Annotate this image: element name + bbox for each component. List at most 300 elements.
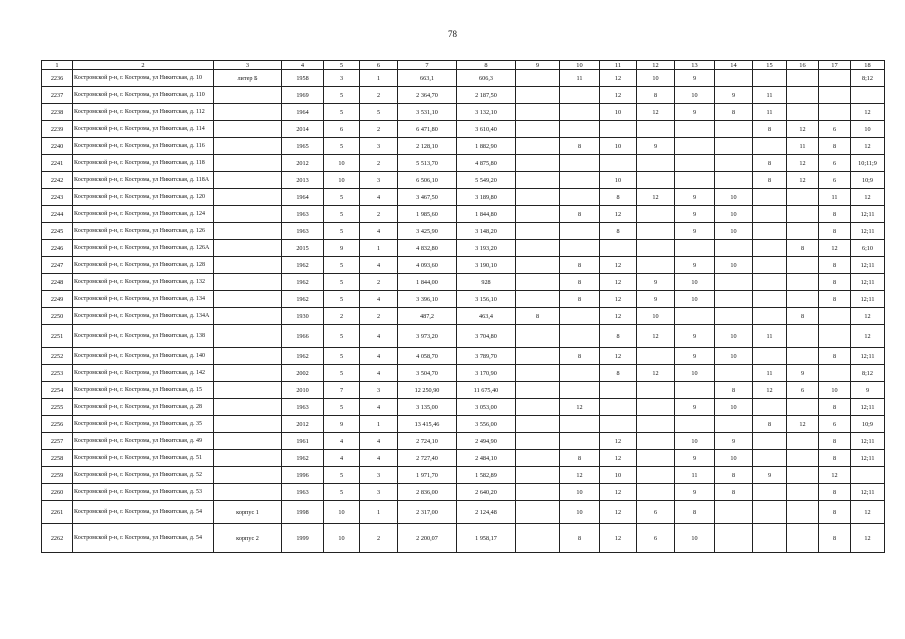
table-cell: 8 <box>787 240 819 257</box>
table-cell: 6 <box>819 416 851 433</box>
table-cell <box>516 325 560 348</box>
table-cell: 2 364,70 <box>398 87 457 104</box>
table-cell: 5 <box>324 87 360 104</box>
table-row <box>42 223 885 240</box>
table-cell <box>753 450 787 467</box>
table-cell <box>787 70 819 87</box>
table-cell: 2 <box>360 155 398 172</box>
table-row <box>42 501 885 524</box>
table-cell <box>637 172 675 189</box>
table-cell <box>787 104 819 121</box>
table-cell: 8 <box>753 172 787 189</box>
table-cell <box>516 206 560 223</box>
row-number-cell: 2239 <box>42 121 73 138</box>
table-cell <box>560 172 600 189</box>
row-number-cell: 2250 <box>42 308 73 325</box>
table-cell: 4 <box>360 433 398 450</box>
address-cell: Костромской р-н, г. Кострома, ул Никитская, д. 118 <box>73 155 214 172</box>
table-cell: 9 <box>787 365 819 382</box>
table-cell: 10;9 <box>851 172 885 189</box>
column-header: 7 <box>398 61 457 70</box>
table-cell <box>753 399 787 416</box>
table-cell: 1962 <box>282 450 324 467</box>
table-cell <box>214 416 282 433</box>
table-cell <box>560 365 600 382</box>
table-cell <box>819 70 851 87</box>
table-cell: 5 <box>324 291 360 308</box>
table-cell <box>214 325 282 348</box>
table-cell: 12 <box>637 104 675 121</box>
table-cell: 9 <box>715 87 753 104</box>
table-cell: 9 <box>675 206 715 223</box>
table-cell <box>787 257 819 274</box>
table-cell: 1958 <box>282 70 324 87</box>
table-cell: 2 727,40 <box>398 450 457 467</box>
table-cell: 9 <box>715 433 753 450</box>
column-header: 18 <box>851 61 885 70</box>
table-cell: 8 <box>560 348 600 365</box>
address-cell: Костромской р-н, г. Кострома, ул Никитская, д. 134 <box>73 291 214 308</box>
table-cell <box>787 433 819 450</box>
table-cell: 11 <box>753 365 787 382</box>
table-cell: 8 <box>560 257 600 274</box>
table-cell: 8 <box>600 223 637 240</box>
address-cell: Костромской р-н, г. Кострома, ул Никитская, д. 112 <box>73 104 214 121</box>
table-cell <box>600 382 637 399</box>
column-header: 9 <box>516 61 560 70</box>
table-cell: 3 156,10 <box>457 291 516 308</box>
table-cell <box>560 189 600 206</box>
address-cell: Костромской р-н, г. Кострома, ул Никитская, д. 110 <box>73 87 214 104</box>
table-cell <box>753 433 787 450</box>
table-cell: 1961 <box>282 433 324 450</box>
column-header: 17 <box>819 61 851 70</box>
table-cell: 5 <box>324 104 360 121</box>
table-cell: 12 <box>600 257 637 274</box>
table-cell: 12 <box>560 467 600 484</box>
table-cell: 1962 <box>282 257 324 274</box>
table-cell: 1 971,70 <box>398 467 457 484</box>
table-cell <box>753 223 787 240</box>
table-cell: корпус 2 <box>214 524 282 553</box>
header-row <box>42 61 885 70</box>
table-cell <box>753 240 787 257</box>
table-cell <box>637 433 675 450</box>
table-cell: 1966 <box>282 325 324 348</box>
row-number-cell: 2244 <box>42 206 73 223</box>
address-cell: Костромской р-н, г. Кострома, ул Никитская, д. 134А <box>73 308 214 325</box>
table-cell: 8 <box>819 501 851 524</box>
address-cell: Костромской р-н, г. Кострома, ул Никитская, д. 54 <box>73 501 214 524</box>
table-cell: 3 704,80 <box>457 325 516 348</box>
table-cell: 487,2 <box>398 308 457 325</box>
table-cell: 1963 <box>282 399 324 416</box>
table-row <box>42 325 885 348</box>
table-cell <box>516 189 560 206</box>
table-cell <box>637 240 675 257</box>
table-cell: литер Б <box>214 70 282 87</box>
table-cell <box>637 450 675 467</box>
table-cell <box>560 382 600 399</box>
address-cell: Костромской р-н, г. Кострома, ул Никитская, д. 114 <box>73 121 214 138</box>
table-cell: 1964 <box>282 189 324 206</box>
table-row <box>42 433 885 450</box>
table-cell: 3 973,20 <box>398 325 457 348</box>
table-cell <box>715 308 753 325</box>
table-row <box>42 365 885 382</box>
table-cell: 8 <box>600 325 637 348</box>
table-cell: 1962 <box>282 274 324 291</box>
table-cell <box>819 365 851 382</box>
table-cell: 10 <box>819 382 851 399</box>
table-cell <box>787 189 819 206</box>
table-cell: 2 128,10 <box>398 138 457 155</box>
row-number-cell: 2256 <box>42 416 73 433</box>
table-cell: 6;10 <box>851 240 885 257</box>
table-cell: 2 <box>360 308 398 325</box>
table-cell <box>675 308 715 325</box>
table-row <box>42 172 885 189</box>
address-cell: Костромской р-н, г. Кострома, ул Никитская, д. 138 <box>73 325 214 348</box>
table-cell: 2 <box>360 87 398 104</box>
table-cell <box>560 104 600 121</box>
table-cell: 4 <box>324 433 360 450</box>
table-cell: 2012 <box>282 416 324 433</box>
table-cell: 10 <box>324 155 360 172</box>
column-header: 15 <box>753 61 787 70</box>
table-cell <box>214 433 282 450</box>
table-cell: 8 <box>715 467 753 484</box>
table-cell: 10 <box>715 325 753 348</box>
table-cell: 12 <box>787 416 819 433</box>
row-number-cell: 2243 <box>42 189 73 206</box>
row-number-cell: 2249 <box>42 291 73 308</box>
row-number-cell: 2240 <box>42 138 73 155</box>
table-cell: 6 <box>819 121 851 138</box>
table-cell: 12 <box>600 524 637 553</box>
table-cell: 12 <box>600 433 637 450</box>
table-cell: 5 513,70 <box>398 155 457 172</box>
table-cell: 4 093,60 <box>398 257 457 274</box>
table-cell: 9 <box>637 274 675 291</box>
table-cell: 663,1 <box>398 70 457 87</box>
table-cell <box>715 172 753 189</box>
table-cell: 928 <box>457 274 516 291</box>
table-cell: 12 <box>851 308 885 325</box>
table-cell: 12 <box>600 308 637 325</box>
table-cell <box>214 121 282 138</box>
row-number-cell: 2238 <box>42 104 73 121</box>
table-cell: 11 <box>753 325 787 348</box>
address-cell: Костромской р-н, г. Кострома, ул Никитская, д. 124 <box>73 206 214 223</box>
table-cell: 8 <box>819 274 851 291</box>
table-cell: 2002 <box>282 365 324 382</box>
table-cell: 4 <box>324 450 360 467</box>
table-cell: 10 <box>600 172 637 189</box>
table-cell: 8 <box>753 155 787 172</box>
table-cell <box>715 365 753 382</box>
table-cell <box>715 416 753 433</box>
table-cell: 12;11 <box>851 450 885 467</box>
table-cell <box>753 274 787 291</box>
table-cell <box>787 87 819 104</box>
table-cell: 2 187,50 <box>457 87 516 104</box>
table-cell: 1 844,80 <box>457 206 516 223</box>
table-cell: 1964 <box>282 104 324 121</box>
table-cell <box>516 87 560 104</box>
table-cell: 5 <box>324 257 360 274</box>
table-cell <box>214 291 282 308</box>
table-cell <box>560 416 600 433</box>
table-cell: 6 <box>324 121 360 138</box>
table-cell <box>675 240 715 257</box>
table-cell <box>753 70 787 87</box>
table-cell: 6 <box>819 172 851 189</box>
table-cell: 10 <box>324 172 360 189</box>
address-cell: Костромской р-н, г. Кострома, ул Никитская, д. 54 <box>73 524 214 553</box>
table-cell: 3 <box>324 70 360 87</box>
table-cell <box>214 223 282 240</box>
table-cell: 12 <box>637 325 675 348</box>
table-cell <box>516 524 560 553</box>
address-cell: Костромской р-н, г. Кострома, ул Никитская, д. 10 <box>73 70 214 87</box>
table-cell <box>214 467 282 484</box>
table-cell <box>214 274 282 291</box>
table-cell: 10;9 <box>851 416 885 433</box>
table-cell <box>787 399 819 416</box>
table-cell: 2 484,10 <box>457 450 516 467</box>
table-row <box>42 291 885 308</box>
table-cell: 5 <box>324 138 360 155</box>
column-header: 1 <box>42 61 73 70</box>
table-cell <box>675 138 715 155</box>
table-cell: 2 724,10 <box>398 433 457 450</box>
table-cell: 3 789,70 <box>457 348 516 365</box>
table-cell: 4 832,80 <box>398 240 457 257</box>
table-cell <box>753 291 787 308</box>
table-cell: 10 <box>715 450 753 467</box>
table-cell <box>560 223 600 240</box>
table-cell: 9 <box>675 325 715 348</box>
column-header: 5 <box>324 61 360 70</box>
table-cell <box>715 121 753 138</box>
table-cell: 12 <box>600 70 637 87</box>
table-cell: 9 <box>675 450 715 467</box>
table-cell: 10 <box>715 257 753 274</box>
table-cell <box>753 524 787 553</box>
table-cell: 1963 <box>282 206 324 223</box>
table-cell: 8 <box>600 189 637 206</box>
table-cell: 12 <box>600 348 637 365</box>
table-cell: 8 <box>819 433 851 450</box>
table-cell <box>715 70 753 87</box>
address-cell: Костромской р-н, г. Кострома, ул Никитская, д. 118А <box>73 172 214 189</box>
table-cell <box>516 382 560 399</box>
table-cell: 12 <box>787 121 819 138</box>
table-cell <box>516 121 560 138</box>
row-number-cell: 2253 <box>42 365 73 382</box>
table-cell: 1930 <box>282 308 324 325</box>
address-cell: Костромской р-н, г. Кострома, ул Никитская, д. 49 <box>73 433 214 450</box>
table-cell: 3 <box>360 484 398 501</box>
table-cell: 12 <box>851 104 885 121</box>
table-cell <box>675 382 715 399</box>
table-cell: 4 <box>360 257 398 274</box>
table-cell <box>787 484 819 501</box>
table-cell <box>787 467 819 484</box>
table-cell: 8 <box>787 308 819 325</box>
address-cell: Костромской р-н, г. Кострома, ул Никитская, д. 142 <box>73 365 214 382</box>
table-cell <box>516 257 560 274</box>
table-cell: 4 <box>360 325 398 348</box>
table-cell <box>516 104 560 121</box>
table-cell <box>214 189 282 206</box>
table-cell <box>715 501 753 524</box>
table-cell: 9 <box>675 189 715 206</box>
table-cell: 12 250,90 <box>398 382 457 399</box>
table-cell <box>214 87 282 104</box>
table-cell <box>753 206 787 223</box>
table-cell: 10 <box>600 104 637 121</box>
table-cell: 2 <box>360 121 398 138</box>
table-cell <box>516 348 560 365</box>
table-cell: 4 <box>360 450 398 467</box>
table-cell <box>675 155 715 172</box>
table-cell <box>214 308 282 325</box>
table-cell <box>214 172 282 189</box>
row-number-cell: 2248 <box>42 274 73 291</box>
table-cell <box>787 291 819 308</box>
table-cell: 8 <box>637 87 675 104</box>
table-cell: 8 <box>560 206 600 223</box>
table-cell: 9 <box>637 138 675 155</box>
table-cell: 8 <box>715 382 753 399</box>
table-cell: 9 <box>675 70 715 87</box>
table-cell: 3 <box>360 382 398 399</box>
table-row <box>42 87 885 104</box>
table-cell: 12;11 <box>851 291 885 308</box>
table-cell <box>600 155 637 172</box>
table-cell: 2 <box>360 274 398 291</box>
table-cell: 2015 <box>282 240 324 257</box>
table-cell <box>753 501 787 524</box>
table-cell: 8 <box>560 291 600 308</box>
table-cell <box>560 308 600 325</box>
table-cell: 12 <box>600 484 637 501</box>
table-cell: 9 <box>675 348 715 365</box>
table-cell: 8 <box>753 416 787 433</box>
table-cell: 3 <box>360 172 398 189</box>
table-cell: 4 875,80 <box>457 155 516 172</box>
address-cell: Костромской р-н, г. Кострома, ул Никитская, д. 116 <box>73 138 214 155</box>
table-cell <box>637 484 675 501</box>
table-cell: 11 <box>560 70 600 87</box>
table-cell <box>637 348 675 365</box>
table-cell: 10 <box>600 467 637 484</box>
table-cell: 12 <box>560 399 600 416</box>
table-cell <box>214 240 282 257</box>
table-cell: 3 135,00 <box>398 399 457 416</box>
table-cell <box>675 121 715 138</box>
row-number-cell: 2255 <box>42 399 73 416</box>
column-header: 8 <box>457 61 516 70</box>
table-cell: 10 <box>675 87 715 104</box>
table-cell: 1 985,60 <box>398 206 457 223</box>
table-cell: 3 132,10 <box>457 104 516 121</box>
row-number-cell: 2261 <box>42 501 73 524</box>
table-cell <box>600 121 637 138</box>
table-cell: 12;11 <box>851 257 885 274</box>
table-cell: 3 396,10 <box>398 291 457 308</box>
table-cell: 10 <box>560 484 600 501</box>
table-cell <box>516 501 560 524</box>
table-cell: 3 610,40 <box>457 121 516 138</box>
table-cell: 12 <box>851 138 885 155</box>
table-cell <box>715 138 753 155</box>
table-cell: 8 <box>819 348 851 365</box>
table-cell: 3 425,90 <box>398 223 457 240</box>
table-cell: 2012 <box>282 155 324 172</box>
table-cell: 8 <box>560 524 600 553</box>
table-cell <box>753 257 787 274</box>
table-cell: 2013 <box>282 172 324 189</box>
table-cell <box>715 524 753 553</box>
row-number-cell: 2241 <box>42 155 73 172</box>
table-cell: 1969 <box>282 87 324 104</box>
table-cell: 12 <box>600 291 637 308</box>
table-cell: 4 058,70 <box>398 348 457 365</box>
table-cell: 5 <box>324 325 360 348</box>
table-cell: 2 <box>360 524 398 553</box>
table-cell: 1 <box>360 70 398 87</box>
table-cell <box>715 291 753 308</box>
table-row <box>42 450 885 467</box>
table-cell <box>753 348 787 365</box>
table-cell <box>787 223 819 240</box>
table-row <box>42 121 885 138</box>
table-cell: 8 <box>819 524 851 553</box>
table-cell <box>214 450 282 467</box>
table-cell: 4 <box>360 291 398 308</box>
address-cell: Костромской р-н, г. Кострома, ул Никитская, д. 15 <box>73 382 214 399</box>
table-row <box>42 467 885 484</box>
table-cell <box>560 155 600 172</box>
column-header: 12 <box>637 61 675 70</box>
table-cell: 10 <box>675 365 715 382</box>
table-cell: 6 <box>637 501 675 524</box>
table-row <box>42 70 885 87</box>
table-cell: 12 <box>753 382 787 399</box>
table-cell: 11 <box>753 104 787 121</box>
table-cell: 8 <box>560 138 600 155</box>
address-cell: Костромской р-н, г. Кострома, ул Никитская, д. 52 <box>73 467 214 484</box>
table-cell: 5 <box>324 189 360 206</box>
table-row <box>42 240 885 257</box>
table-cell <box>516 484 560 501</box>
address-cell: Костромской р-н, г. Кострома, ул Никитская, д. 132 <box>73 274 214 291</box>
table-cell <box>214 138 282 155</box>
table-cell <box>516 155 560 172</box>
row-number-cell: 2242 <box>42 172 73 189</box>
table-cell: 9 <box>637 291 675 308</box>
table-cell: 3 467,50 <box>398 189 457 206</box>
table-cell: 3 531,10 <box>398 104 457 121</box>
table-cell: 8 <box>600 365 637 382</box>
table-cell <box>600 240 637 257</box>
register-table <box>41 60 885 553</box>
row-number-cell: 2252 <box>42 348 73 365</box>
table-cell: 11 <box>675 467 715 484</box>
